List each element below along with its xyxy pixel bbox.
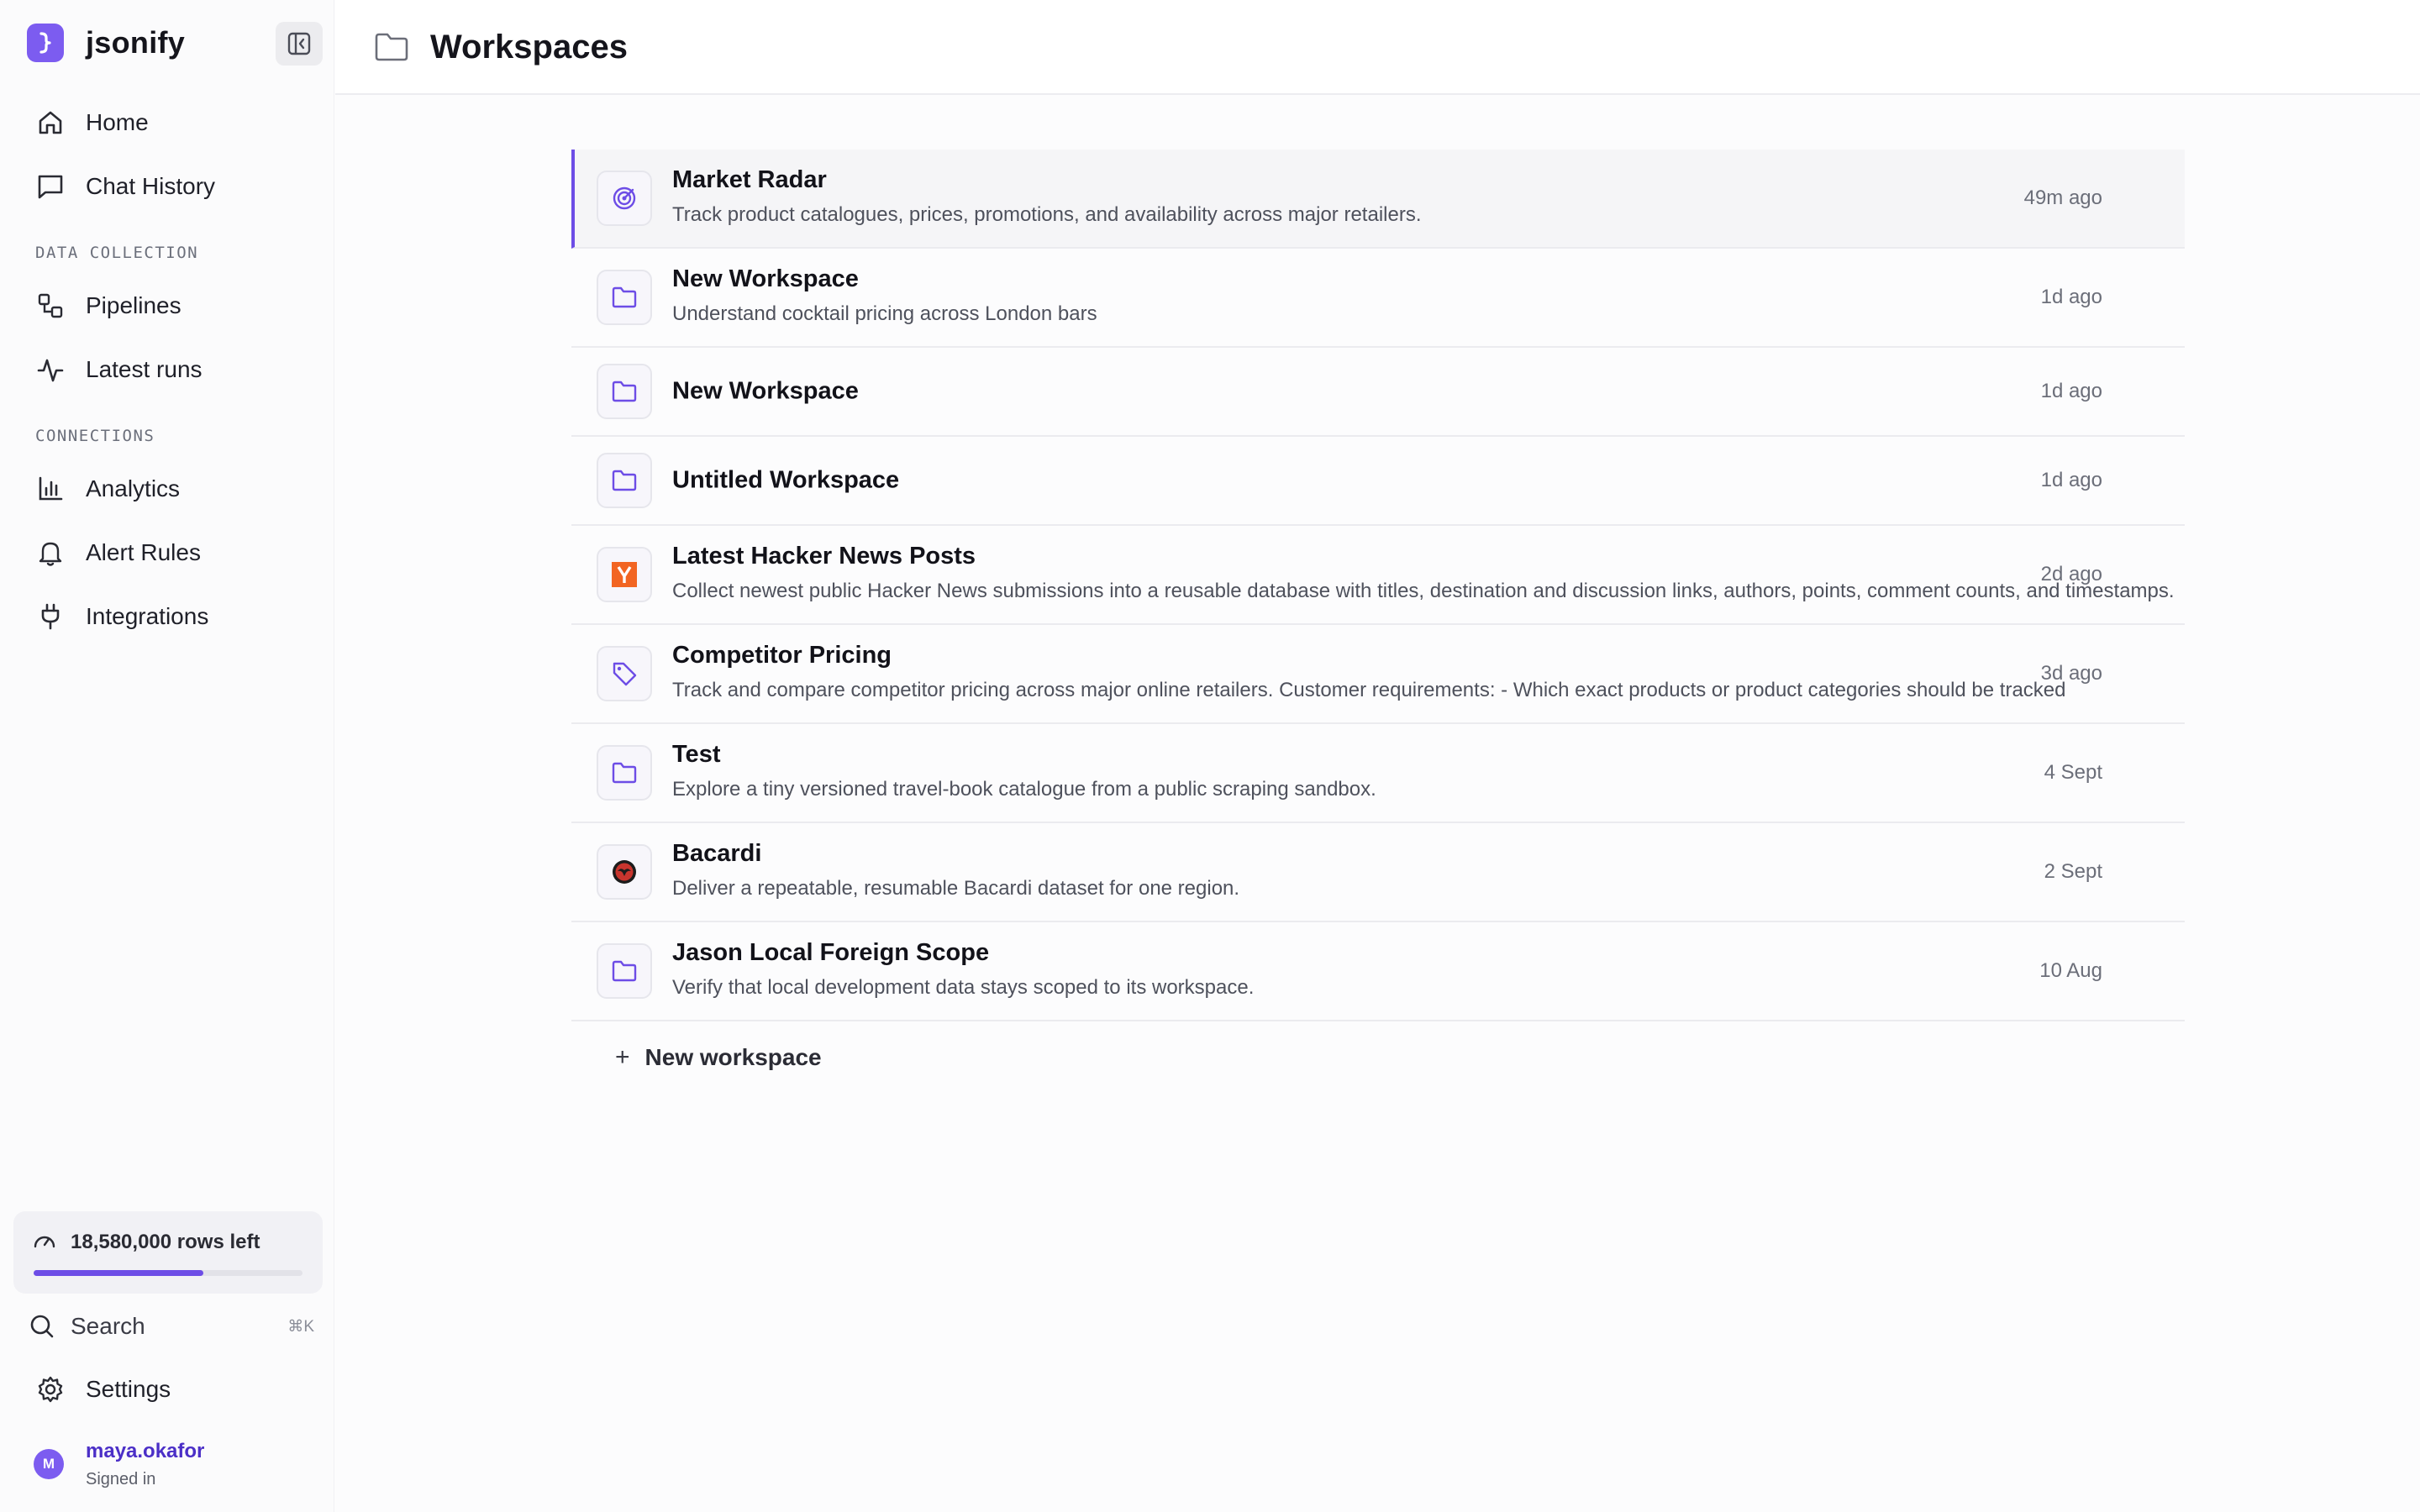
quota-progress-fill	[34, 1270, 203, 1276]
rows-quota	[13, 1211, 323, 1294]
workspace-updated-time: 10 Aug	[2039, 959, 2102, 982]
nav-home[interactable]	[34, 102, 149, 143]
workspace-updated-time: 1d ago	[2040, 469, 2102, 491]
search-button[interactable]	[29, 1307, 314, 1346]
workspace-updated-time: 4 Sept	[2044, 761, 2102, 784]
workspace-title: Market Radar	[672, 166, 827, 193]
avatar: M	[34, 1449, 64, 1479]
workspace-title: New Workspace	[672, 265, 859, 292]
workspace-row[interactable]	[571, 922, 2185, 1021]
home-icon	[34, 106, 67, 139]
search-icon	[29, 1313, 55, 1340]
workspace-updated-time: 2d ago	[2040, 563, 2102, 585]
workspace-updated-time: 3d ago	[2040, 662, 2102, 685]
chat-icon	[34, 170, 67, 203]
bar-chart-icon	[34, 472, 67, 506]
workspace-description: Track and compare competitor pricing across major online retailers. Customer requirements: - Which exact products or product categories should be tracked	[672, 679, 2066, 701]
workspace-row[interactable]	[571, 437, 2185, 526]
pipelines-icon	[34, 289, 67, 323]
section-label-connections: CONNECTIONS	[35, 427, 155, 445]
folder-icon	[597, 745, 652, 801]
workspace-title: Test	[672, 741, 721, 768]
hacker-news-icon	[597, 547, 652, 602]
nav-settings[interactable]	[34, 1369, 171, 1410]
nav-pipelines-label: Pipelines	[86, 292, 182, 318]
nav-pipelines[interactable]	[34, 286, 182, 326]
sidebar-collapse-icon	[287, 31, 312, 56]
brand[interactable]	[27, 24, 185, 62]
section-label-data-collection: DATA COLLECTION	[35, 244, 199, 262]
user-status: Signed in	[86, 1469, 156, 1488]
nav-integrations[interactable]	[34, 596, 208, 637]
workspace-row[interactable]	[571, 625, 2185, 724]
nav-integrations-label: Integrations	[86, 603, 209, 629]
nav-chat-history[interactable]	[34, 166, 215, 207]
quota-row	[32, 1230, 260, 1255]
quota-text: 18,580,000 rows left	[71, 1231, 260, 1253]
gear-icon	[34, 1373, 67, 1406]
folder-icon	[597, 364, 652, 419]
workspace-title: Bacardi	[672, 840, 762, 867]
workspace-description: Track product catalogues, prices, promotions, and availability across major retailers.	[672, 203, 1422, 226]
plug-icon	[34, 600, 67, 633]
search-label: Search	[71, 1313, 145, 1339]
activity-icon	[34, 353, 67, 386]
sidebar	[0, 0, 334, 1512]
search-shortcut: ⌘K	[287, 1317, 314, 1336]
workspace-updated-time: 1d ago	[2040, 380, 2102, 402]
nav-alert-rules[interactable]	[34, 533, 201, 573]
workspace-row[interactable]	[571, 823, 2185, 922]
new-workspace-button[interactable]	[615, 1043, 822, 1072]
workspace-title: Jason Local Foreign Scope	[672, 939, 990, 966]
workspace-row[interactable]	[571, 348, 2185, 437]
workspace-title: Competitor Pricing	[672, 642, 892, 669]
workspace-updated-time: 1d ago	[2040, 286, 2102, 308]
workspace-description: Collect newest public Hacker News submissions into a reusable database with titles, destination and discussion links, authors, points, comment counts, and timestamps.	[672, 580, 2175, 602]
workspace-updated-time: 2 Sept	[2044, 860, 2102, 883]
folder-icon	[374, 32, 409, 62]
folder-icon	[597, 943, 652, 999]
workspace-title: Untitled Workspace	[672, 466, 900, 494]
tag-icon	[597, 646, 652, 701]
brand-logo-icon	[27, 24, 64, 62]
folder-icon	[597, 270, 652, 325]
workspace-row[interactable]	[571, 724, 2185, 823]
plus-icon: +	[615, 1043, 630, 1071]
nav-settings-label: Settings	[86, 1376, 171, 1402]
bacardi-logo-icon	[597, 844, 652, 900]
nav-alert-rules-label: Alert Rules	[86, 539, 201, 565]
nav-analytics[interactable]	[34, 469, 180, 509]
collapse-sidebar-button[interactable]	[276, 22, 323, 66]
workspace-description: Deliver a repeatable, resumable Bacardi dataset for one region.	[672, 877, 1240, 900]
workspace-row[interactable]	[571, 150, 2185, 249]
bell-icon	[34, 536, 67, 570]
page-header	[335, 0, 2420, 95]
workspace-description: Explore a tiny versioned travel-book catalogue from a public scraping sandbox.	[672, 778, 1376, 801]
workspace-row[interactable]	[571, 526, 2185, 625]
nav-chat-history-label: Chat History	[86, 173, 216, 199]
new-workspace-label: New workspace	[644, 1044, 822, 1070]
workspace-list	[571, 150, 2185, 1021]
brand-name: jsonify	[86, 25, 186, 60]
workspace-updated-time: 49m ago	[2023, 186, 2102, 209]
nav-analytics-label: Analytics	[86, 475, 181, 501]
nav-latest-runs-label: Latest runs	[86, 356, 203, 382]
radar-icon	[597, 171, 652, 226]
workspace-row[interactable]	[571, 249, 2185, 348]
page-title: Workspaces	[430, 29, 628, 66]
user-info	[86, 1440, 204, 1489]
workspace-title: New Workspace	[672, 377, 859, 405]
gauge-icon	[32, 1230, 57, 1255]
nav-latest-runs[interactable]	[34, 349, 203, 390]
workspace-description: Verify that local development data stays scoped to its workspace.	[672, 976, 1255, 999]
folder-icon	[597, 453, 652, 508]
user-profile[interactable]	[34, 1435, 204, 1494]
user-name: maya.okafor	[86, 1439, 205, 1462]
workspace-description: Understand cocktail pricing across London bars	[672, 302, 1097, 325]
workspace-title: Latest Hacker News Posts	[672, 543, 976, 570]
nav-home-label: Home	[86, 109, 149, 135]
quota-progress-bar	[34, 1270, 302, 1276]
